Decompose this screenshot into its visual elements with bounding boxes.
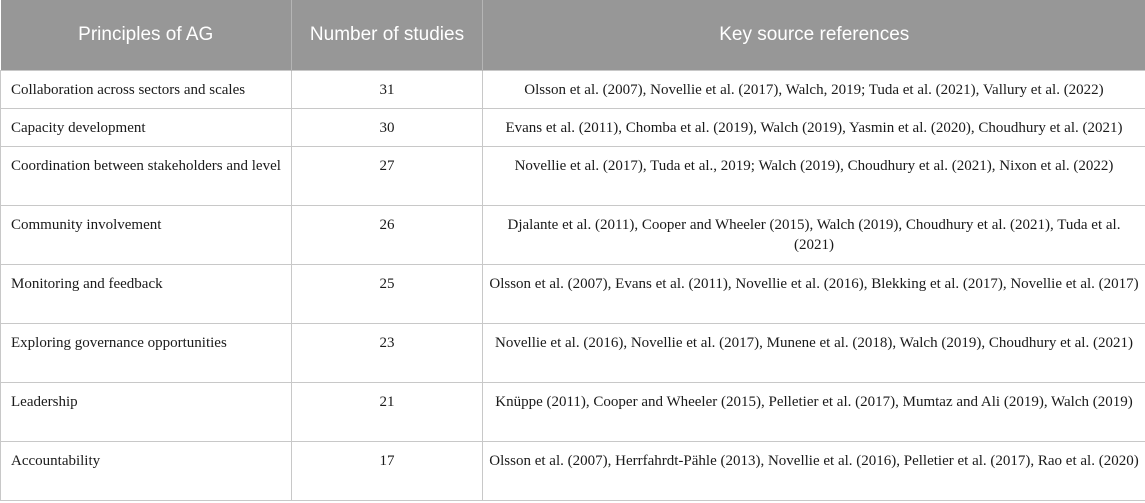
principle-cell: Exploring governance opportunities: [1, 323, 292, 382]
count-cell: 17: [292, 441, 483, 500]
principle-cell: Accountability: [1, 441, 292, 500]
table-row: [1, 382, 1145, 441]
header-row: [1, 0, 1145, 70]
count-cell: 25: [292, 264, 483, 323]
table-header: [1, 0, 1145, 70]
table-row: [1, 205, 1145, 264]
refs-cell: Djalante et al. (2011), Cooper and Wheeler (2015), Walch (2019), Choudhury et al. (2021), Tuda et al. (2021): [483, 205, 1145, 264]
table-row: [1, 70, 1145, 108]
header-key-source-references: Key source references: [483, 0, 1145, 70]
table-row: [1, 108, 1145, 146]
refs-cell: Novellie et al. (2017), Tuda et al., 2019; Walch (2019), Choudhury et al. (2021), Nixon et al. (2022): [483, 146, 1145, 205]
refs-cell: Knüppe (2011), Cooper and Wheeler (2015), Pelletier et al. (2017), Mumtaz and Ali (2019), Walch (2019): [483, 382, 1145, 441]
count-cell: 26: [292, 205, 483, 264]
count-cell: 31: [292, 70, 483, 108]
header-principles: Principles of AG: [1, 0, 292, 70]
count-cell: 27: [292, 146, 483, 205]
table-row: [1, 264, 1145, 323]
count-cell: 30: [292, 108, 483, 146]
principle-cell: Monitoring and feedback: [1, 264, 292, 323]
refs-cell: Olsson et al. (2007), Evans et al. (2011), Novellie et al. (2016), Blekking et al. (2017), Novellie et al. (2017): [483, 264, 1145, 323]
principle-cell: Community involvement: [1, 205, 292, 264]
count-cell: 23: [292, 323, 483, 382]
table-row: [1, 441, 1145, 500]
principle-cell: Capacity development: [1, 108, 292, 146]
count-cell: 21: [292, 382, 483, 441]
principle-cell: Leadership: [1, 382, 292, 441]
refs-cell: Evans et al. (2011), Chomba et al. (2019), Walch (2019), Yasmin et al. (2020), Choudhury et al. (2021): [483, 108, 1145, 146]
principle-cell: Coordination between stakeholders and level: [1, 146, 292, 205]
refs-cell: Olsson et al. (2007), Herrfahrdt-Pähle (2013), Novellie et al. (2016), Pelletier et al. (2017), Rao et al. (2020): [483, 441, 1145, 500]
table-row: [1, 323, 1145, 382]
header-number-of-studies: Number of studies: [292, 0, 483, 70]
refs-cell: Novellie et al. (2016), Novellie et al. (2017), Munene et al. (2018), Walch (2019), Choudhury et al. (2021): [483, 323, 1145, 382]
principle-cell: Collaboration across sectors and scales: [1, 70, 292, 108]
table-row: [1, 146, 1145, 205]
table-body: [1, 70, 1145, 500]
refs-cell: Olsson et al. (2007), Novellie et al. (2017), Walch, 2019; Tuda et al. (2021), Vallury et al. (2022): [483, 70, 1145, 108]
